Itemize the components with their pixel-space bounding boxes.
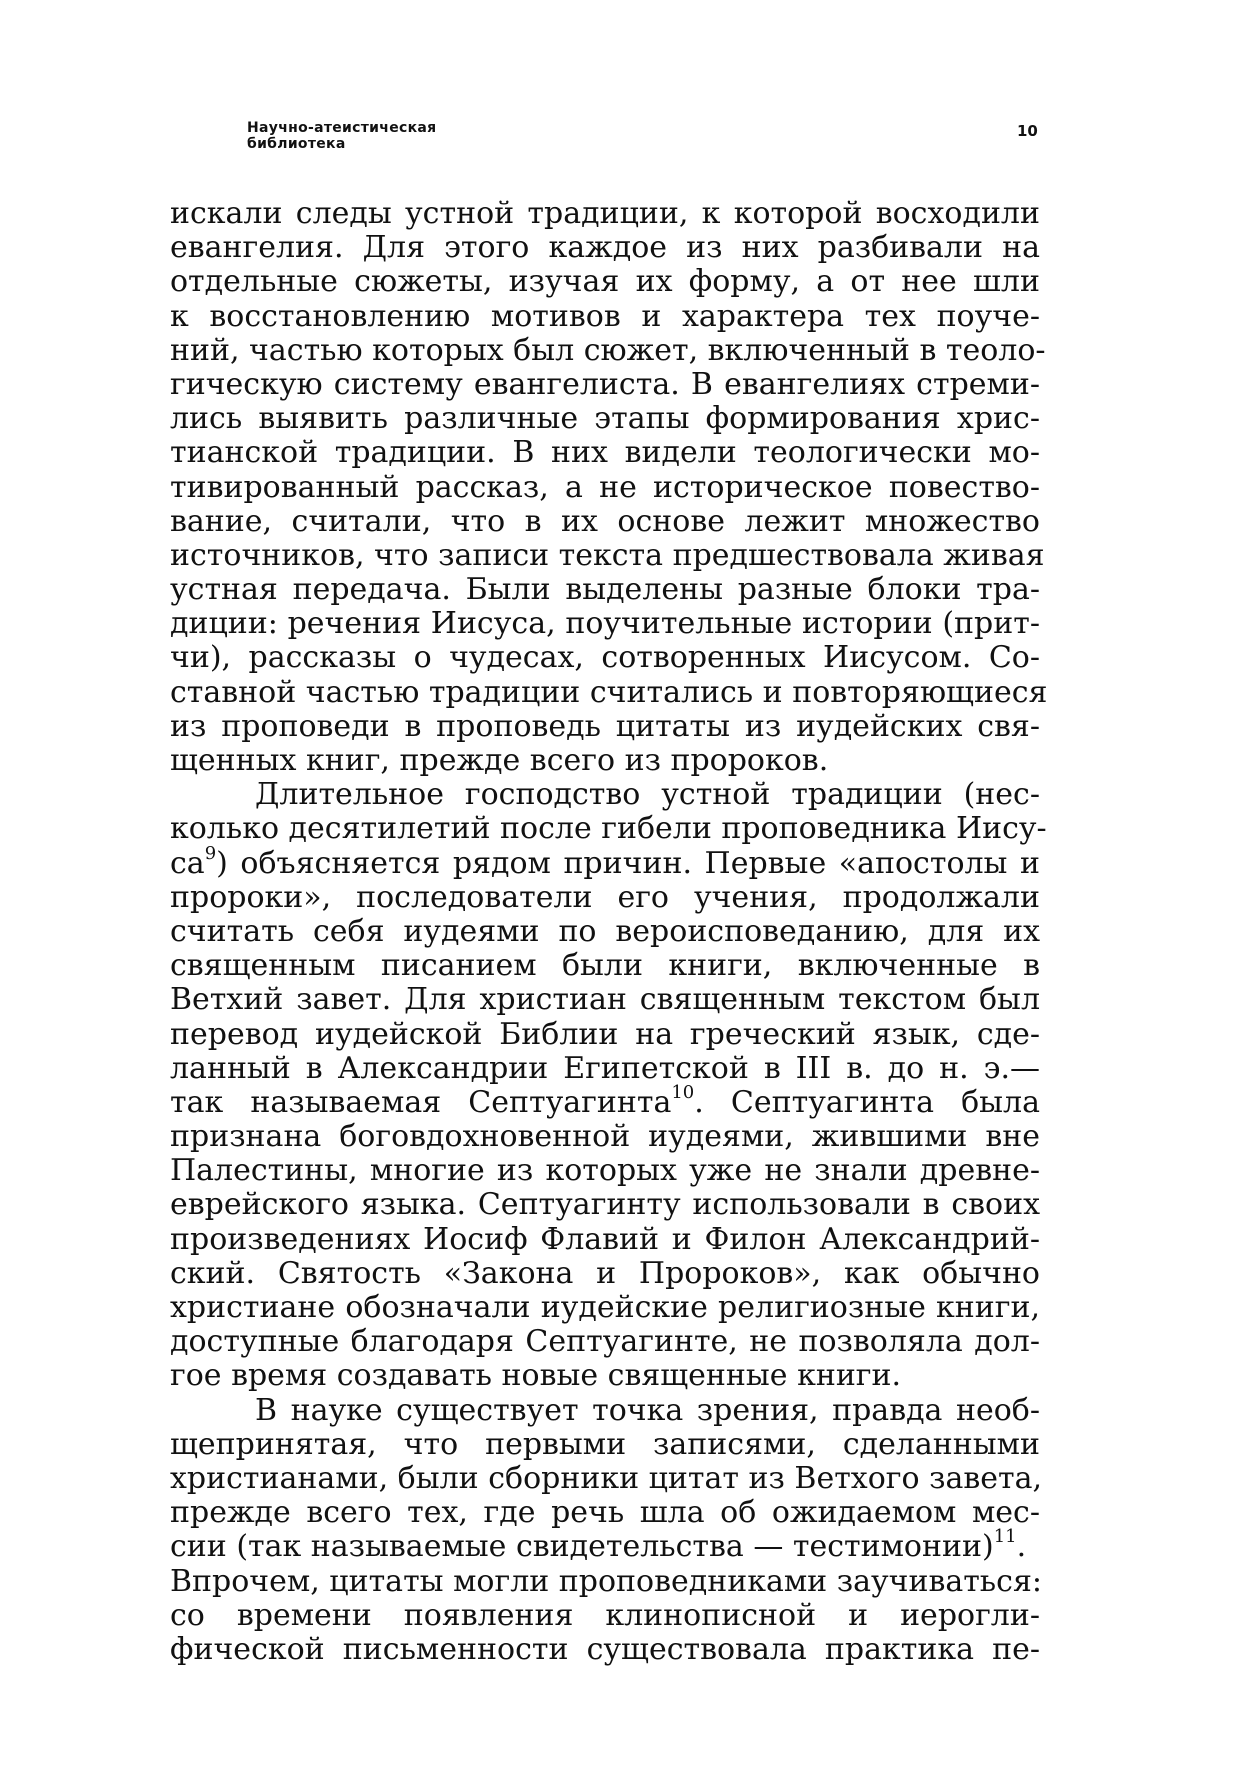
text-line-content: христиане обозначали иудейские религиозные книги, [170, 1290, 1040, 1325]
text-line-content: так называемая Септуагинта [170, 1084, 672, 1120]
text-line-content: Впрочем, цитаты могли проповедниками заучиваться: [170, 1563, 1042, 1599]
text-line-content: пророки», последователи его учения, продолжали [170, 879, 1040, 915]
text-line-content: тианской традиции. В них видели теологически мо- [170, 435, 1040, 471]
text-line-content: чи), рассказы о чудесах, сотворенных Иисусом. Со- [170, 640, 1040, 676]
running-head [247, 120, 436, 152]
text-line-content: источников, что записи текста предшествовала живая [170, 537, 1045, 573]
text-line-content: колько десятилетий после гибели проповедника Иису- [170, 811, 1047, 847]
text-line-content: гое время создавать новые священные книги. [170, 1358, 902, 1394]
text-line-continuation: . Септуагинта была [694, 1084, 1040, 1120]
text-line [170, 537, 1045, 573]
text-line [170, 505, 1040, 539]
text-line [170, 1633, 1040, 1667]
text-line [170, 1325, 1040, 1359]
text-line-continuation: ) объясняется рядом причин. Первые «апостолы и [216, 845, 1040, 881]
text-line [170, 1257, 1040, 1291]
text-line [170, 231, 1040, 265]
text-line [170, 300, 1040, 334]
text-line-content: признана боговдохновенной иудеями, жившими вне [170, 1119, 1040, 1155]
text-line-content: сии (так называемые свидетельства — тестимонии) [170, 1529, 994, 1565]
text-line-content: Ветхий завет. Для христиан священным текстом был [170, 982, 1040, 1018]
text-line-continuation: . [1016, 1529, 1027, 1565]
text-line-content: прежде всего тех, где речь шла об ожидаемом мес- [170, 1495, 1040, 1531]
text-line [170, 1428, 1040, 1462]
text-line [170, 1223, 1040, 1257]
text-line-content: еврейского языка. Септуагинту использовали в своих [170, 1187, 1040, 1223]
text-line-content: христианами, были сборники цитат из Ветхого завета, [170, 1460, 1043, 1496]
text-line-content: лись выявить различные этапы формирования хрис- [170, 401, 1040, 437]
text-line [170, 710, 1040, 744]
text-line-content: со времени появления клинописной и иерогли- [170, 1597, 1040, 1633]
text-line [170, 1526, 1040, 1565]
text-line [170, 1359, 1040, 1393]
text-line [170, 1496, 1040, 1530]
text-line [170, 842, 1040, 881]
text-line [170, 983, 1040, 1017]
text-line [170, 607, 1040, 641]
text-line-content: щенных книг, прежде всего из пророков. [170, 743, 829, 778]
text-line [170, 1188, 1040, 1222]
text-line [170, 573, 1040, 607]
text-line [170, 332, 1046, 368]
footnote-ref: 11 [993, 1526, 1017, 1548]
text-line-content: ский. Святость «Закона и Пророков», как обычно [170, 1255, 1040, 1291]
text-line [170, 1052, 1040, 1086]
text-line [170, 1081, 1040, 1120]
text-line-content: отдельные сюжеты, изучая их форму, а от нее шли [170, 264, 1040, 300]
text-line-content: священным писанием были книги, включенные в [170, 948, 1040, 984]
text-line-content: ставной частью традиции считались и повторяющиеся [170, 674, 1048, 710]
series-title-line1: Научно-атеистическая [247, 120, 437, 136]
text-line-content: из проповеди в проповедь цитаты из иудейских свя- [170, 708, 1040, 744]
text-line [170, 1120, 1040, 1154]
body-text [170, 196, 1048, 1667]
series-title-line2: библиотека [247, 136, 346, 152]
text-line [170, 881, 1040, 915]
text-line [170, 197, 1040, 231]
text-line-content: считать себя иудеями по вероисповеданию, для их [170, 913, 1040, 949]
text-line [170, 744, 1040, 778]
text-line-content: Длительное господство устной традиции (нес- [255, 777, 1040, 813]
text-line [170, 1291, 1040, 1325]
text-line [170, 368, 1040, 402]
text-line-content: гическую систему евангелиста. В евангелиях стреми- [170, 366, 1040, 402]
text-line [170, 1018, 1040, 1052]
text-line-content: тивированный рассказ, а не историческое повество- [170, 469, 1040, 505]
text-line-content: произведениях Иосиф Флавий и Филон Александрий- [170, 1221, 1040, 1257]
text-line-content: устная передача. Были выделены разные блоки тра- [170, 572, 1040, 608]
text-line [170, 949, 1040, 983]
text-line [170, 915, 1040, 949]
text-line [170, 1599, 1040, 1633]
text-line-content: фической письменности существовала практика пе- [170, 1631, 1040, 1667]
text-line-content: В науке существует точка зрения, правда необ- [255, 1392, 1040, 1428]
text-line-content: диции: речения Иисуса, поучительные истории (прит- [170, 606, 1040, 642]
text-line [170, 436, 1040, 470]
text-line [170, 778, 1040, 812]
page-number: 10 [1017, 122, 1038, 140]
text-line-content: перевод иудейской Библии на греческий язык, сде- [170, 1016, 1040, 1052]
text-line [170, 265, 1040, 299]
text-line-content: щепринятая, что первыми записями, сделанными [170, 1426, 1040, 1462]
text-line-content: к восстановлению мотивов и характера тех поуче- [170, 298, 1040, 334]
text-line [170, 1154, 1040, 1188]
text-line [170, 1565, 1040, 1599]
text-line-content: доступные благодаря Септуагинте, не позволяла дол- [170, 1324, 1040, 1360]
footnote-ref: 10 [671, 1081, 695, 1103]
text-line [170, 674, 1048, 710]
text-line-content: искали следы устной традиции, к которой восходили [170, 196, 1040, 231]
text-line [170, 1394, 1040, 1428]
text-line [170, 471, 1040, 505]
text-line-content: са [170, 845, 205, 881]
text-line-content: ланный в Александрии Египетской в III в. до н. э.— [170, 1050, 1040, 1086]
text-line-content: Палестины, многие из которых уже не знали древне- [170, 1153, 1040, 1189]
text-line-content: вание, считали, что в их основе лежит множество [170, 503, 1040, 539]
text-line [170, 811, 1047, 847]
footnote-ref: 9 [204, 842, 217, 864]
text-line-content: евангелия. Для этого каждое из них разбивали на [170, 230, 1040, 266]
text-line [170, 402, 1040, 436]
text-line [170, 641, 1040, 675]
text-line [170, 1460, 1043, 1496]
text-line-content: ний, частью которых был сюжет, включенный в теоло- [170, 332, 1046, 368]
